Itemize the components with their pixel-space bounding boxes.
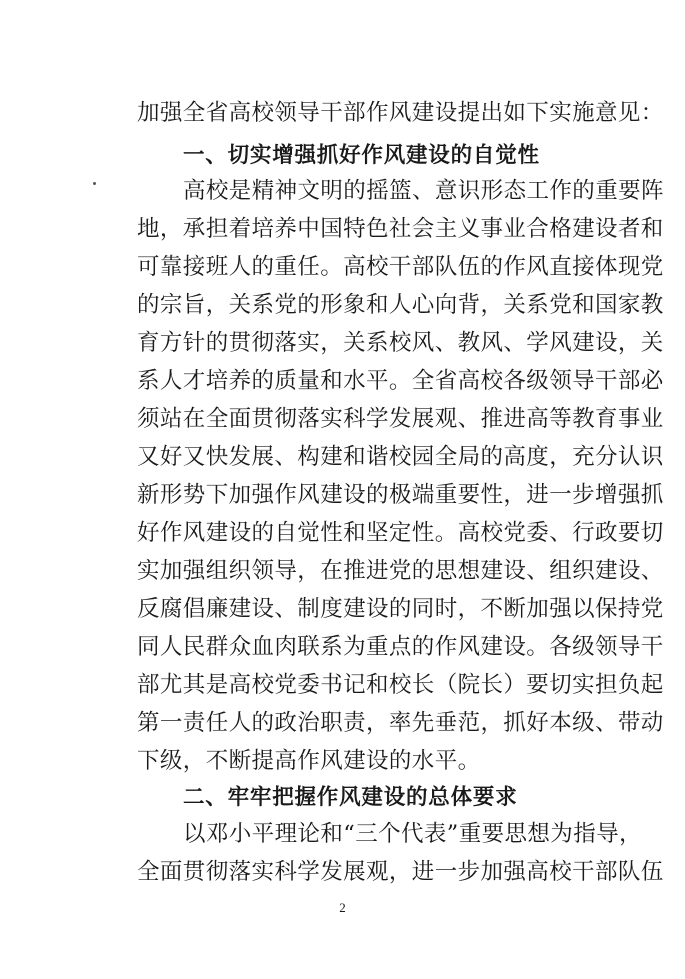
scan-speck xyxy=(93,182,96,185)
section-1-line-3: 可靠接班人的重任。高校干部队伍的作风直接体现党 xyxy=(137,254,664,280)
section-1-line-12: 反腐倡廉建设、制度建设的同时，不断加强以保持党 xyxy=(137,596,664,622)
section-1-line-9: 新形势下加强作风建设的极端重要性，进一步增强抓 xyxy=(137,482,664,508)
section-1-line-11: 实加强组织领导，在推进党的思想建设、组织建设、 xyxy=(137,558,664,584)
section-1-line-16: 下级，不断提高作风建设的水平。 xyxy=(137,748,481,774)
section-1-line-15: 第一责任人的政治职责，率先垂范，抓好本级、带动 xyxy=(137,710,664,736)
page-number: 2 xyxy=(339,900,346,915)
section-1-line-7: 须站在全面贯彻落实科学发展观、推进高等教育事业 xyxy=(137,406,664,432)
section-1-line-14: 部尤其是高校党委书记和校长（院长）要切实担负起 xyxy=(137,672,664,698)
section-1-line-13: 同人民群众血肉联系为重点的作风建设。各级领导干 xyxy=(137,634,664,660)
section-1-line-4: 的宗旨，关系党的形象和人心向背，关系党和国家教 xyxy=(137,292,664,318)
section-2-line-1: 以邓小平理论和“三个代表”重要思想为指导， xyxy=(183,821,642,847)
section-1-line-8: 又好又快发展、构建和谐校园全局的高度，充分认识 xyxy=(137,444,664,470)
section-1-line-6: 系人才培养的质量和水平。全省高校各级领导干部必 xyxy=(137,368,664,394)
section-1-line-1: 高校是精神文明的摇篮、意识形态工作的重要阵 xyxy=(183,178,664,204)
section-2-heading: 二、牢牢把握作风建设的总体要求 xyxy=(183,785,518,810)
section-2-line-2: 全面贯彻落实科学发展观，进一步加强高校干部队伍 xyxy=(137,859,664,885)
section-1-heading: 一、切实增强抓好作风建设的自觉性 xyxy=(183,143,540,168)
intro-line: 加强全省高校领导干部作风建设提出如下实施意见： xyxy=(137,100,664,126)
section-1-line-2: 地，承担着培养中国特色社会主义事业合格建设者和 xyxy=(137,216,664,242)
section-1-line-10: 好作风建设的自觉性和坚定性。高校党委、行政要切 xyxy=(137,520,664,546)
section-1-line-5: 育方针的贯彻落实，关系校风、教风、学风建设，关 xyxy=(137,330,664,356)
